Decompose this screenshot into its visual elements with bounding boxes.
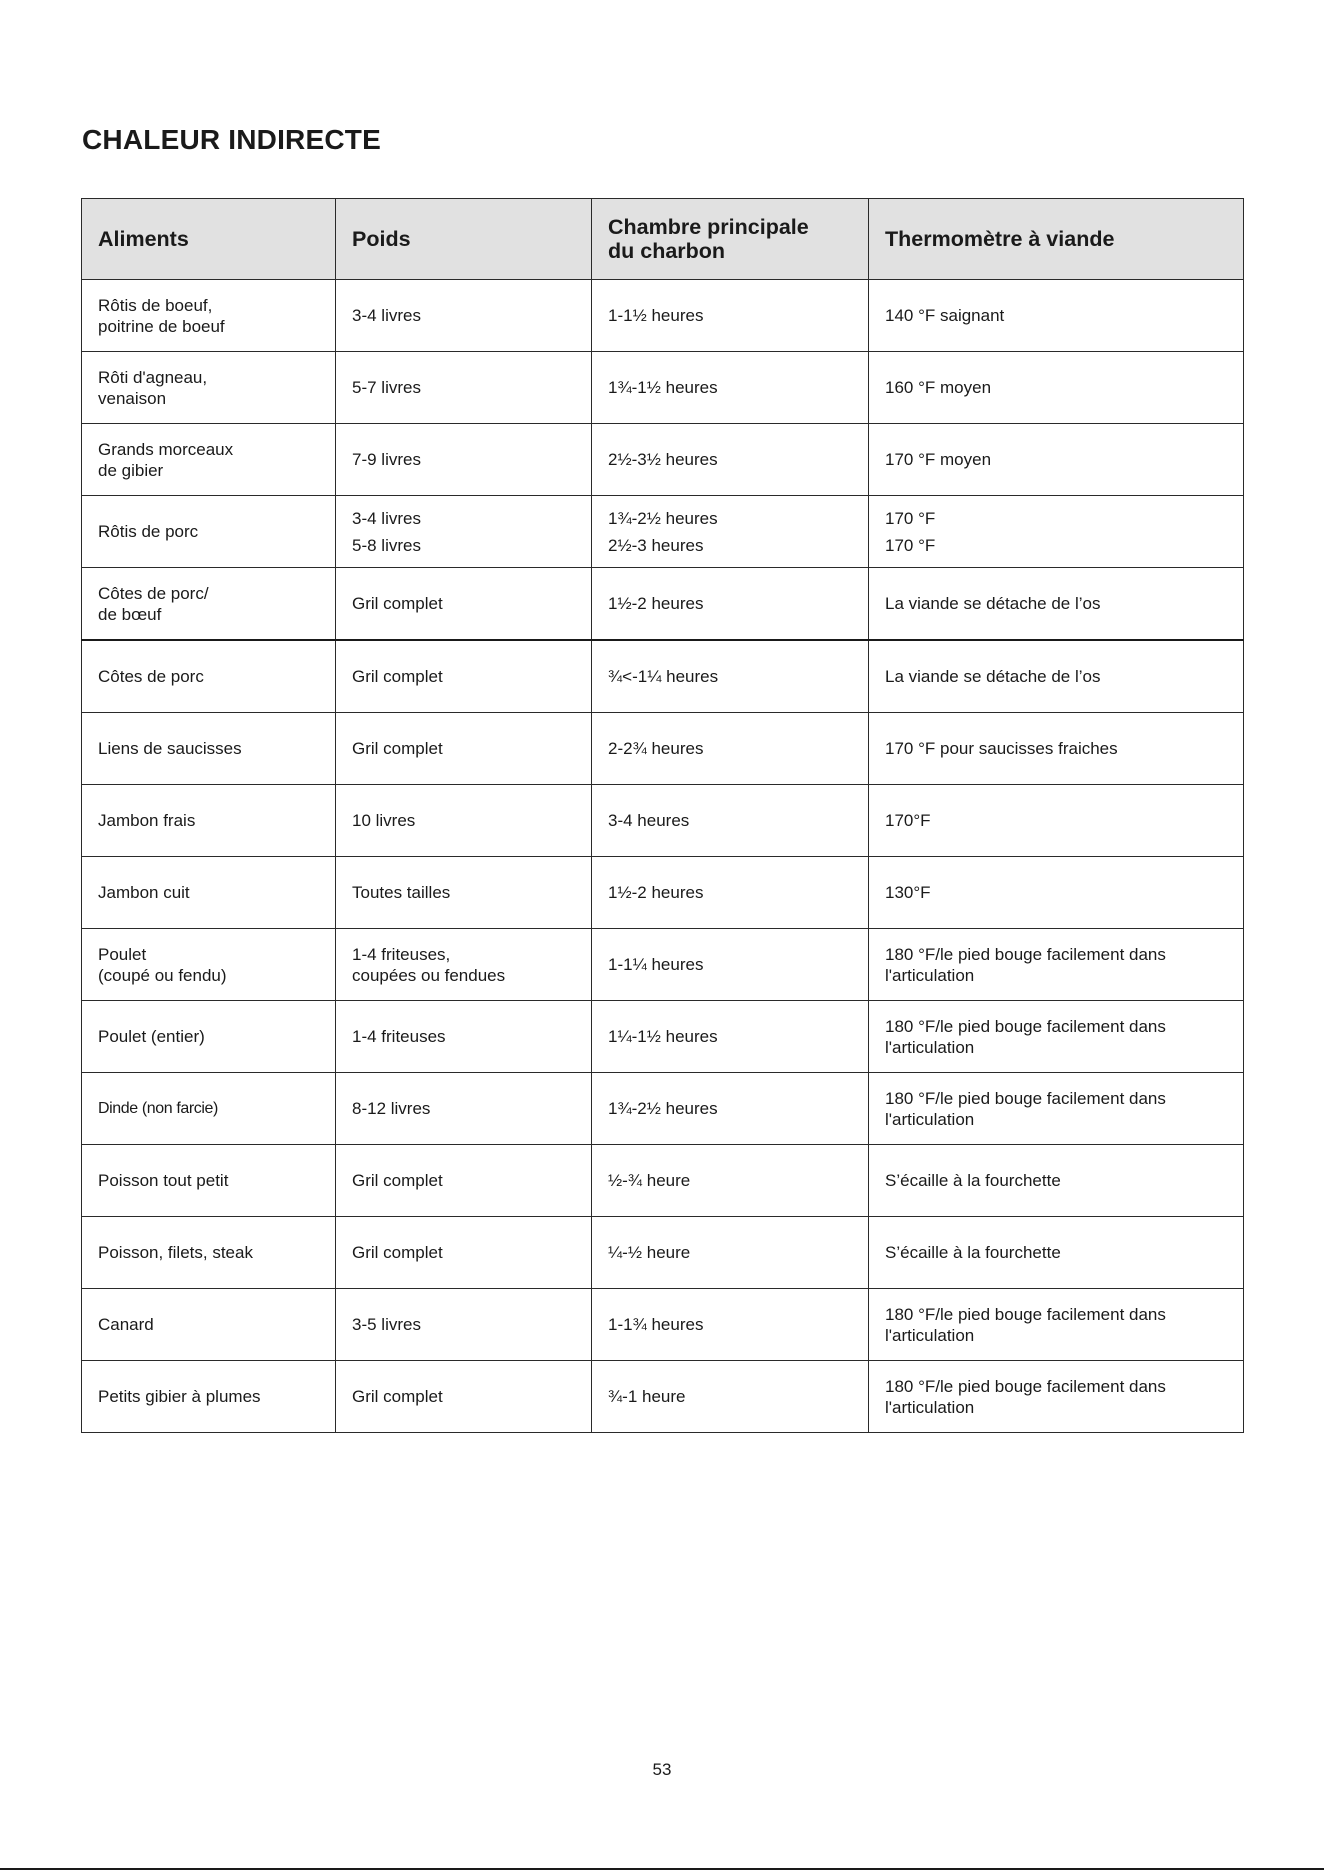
cell-poids: 1-4 friteuses — [336, 1001, 592, 1073]
cell-poids: Gril complet — [336, 568, 592, 641]
header-row — [82, 199, 1244, 280]
table-row — [82, 929, 1244, 1001]
cell-duree: 1¾-2½ heures 2½-3 heures — [592, 496, 869, 568]
header-chambre-charbon: Chambre principale du charbon — [592, 199, 869, 280]
cell-temperature: 130°F — [869, 857, 1244, 929]
table-row — [82, 713, 1244, 785]
cell-temperature: 180 °F/le pied bouge facilement dans l'articulation — [869, 1289, 1244, 1361]
cell-poids: 3-4 livres 5-8 livres — [336, 496, 592, 568]
cell-duree: 1-1½ heures — [592, 280, 869, 352]
cell-poids: 1-4 friteuses, coupées ou fendues — [336, 929, 592, 1001]
cell-duree: ½-¾ heure — [592, 1145, 869, 1217]
cell-duree: 3-4 heures — [592, 785, 869, 857]
page-title: CHALEUR INDIRECTE — [82, 124, 381, 155]
table-row — [82, 1361, 1244, 1433]
cell-duree: 1½-2 heures — [592, 857, 869, 929]
cell-duree: ¼-½ heure — [592, 1217, 869, 1289]
cell-duree: 1¾-1½ heures — [592, 352, 869, 424]
cell-duree: 1¼-1½ heures — [592, 1001, 869, 1073]
cell-aliment: Rôti d'agneau, venaison — [82, 352, 336, 424]
table-row — [82, 280, 1244, 352]
cell-temperature: 180 °F/le pied bouge facilement dans l'articulation — [869, 929, 1244, 1001]
bottom-rule — [0, 1868, 1324, 1870]
cell-aliment: Dinde (non farcie) — [82, 1073, 336, 1145]
cell-temperature: La viande se détache de l’os — [869, 640, 1244, 713]
cell-aliment: Liens de saucisses — [82, 713, 336, 785]
cell-poids: Gril complet — [336, 713, 592, 785]
cell-duree: 1¾-2½ heures — [592, 1073, 869, 1145]
cell-temperature: 180 °F/le pied bouge facilement dans l'articulation — [869, 1001, 1244, 1073]
cell-poids: 3-4 livres — [336, 280, 592, 352]
table-row — [82, 857, 1244, 929]
cell-temperature: 170 °F pour saucisses fraiches — [869, 713, 1244, 785]
table-row — [82, 1001, 1244, 1073]
cell-temperature: 140 °F saignant — [869, 280, 1244, 352]
cell-temperature: S’écaille à la fourchette — [869, 1145, 1244, 1217]
cell-poids: Gril complet — [336, 1217, 592, 1289]
table-row — [82, 1289, 1244, 1361]
cell-poids: 5-7 livres — [336, 352, 592, 424]
cell-duree: ¾-1 heure — [592, 1361, 869, 1433]
table-body — [82, 280, 1244, 1433]
cell-poids: Toutes tailles — [336, 857, 592, 929]
cell-aliment: Rôtis de boeuf, poitrine de boeuf — [82, 280, 336, 352]
table-row — [82, 785, 1244, 857]
cell-duree: 1½-2 heures — [592, 568, 869, 641]
cell-aliment: Rôtis de porc — [82, 496, 336, 568]
cell-duree: 1-1¼ heures — [592, 929, 869, 1001]
table-row — [82, 496, 1244, 568]
cell-temperature: 170 °F 170 °F — [869, 496, 1244, 568]
cell-temperature: 180 °F/le pied bouge facilement dans l'articulation — [869, 1073, 1244, 1145]
cell-duree: 2-2¾ heures — [592, 713, 869, 785]
table-row — [82, 1145, 1244, 1217]
cell-temperature: 170°F — [869, 785, 1244, 857]
header-aliments: Aliments — [82, 199, 336, 280]
header-thermometre: Thermomètre à viande — [869, 199, 1244, 280]
cell-duree: 2½-3½ heures — [592, 424, 869, 496]
cell-poids: Gril complet — [336, 640, 592, 713]
cell-aliment: Poisson tout petit — [82, 1145, 336, 1217]
cell-poids: 8-12 livres — [336, 1073, 592, 1145]
table-row — [82, 352, 1244, 424]
header-poids: Poids — [336, 199, 592, 280]
cell-aliment: Côtes de porc — [82, 640, 336, 713]
cell-aliment: Côtes de porc/ de bœuf — [82, 568, 336, 641]
cell-aliment: Canard — [82, 1289, 336, 1361]
table-header — [82, 199, 1244, 280]
cell-duree: 1-1¾ heures — [592, 1289, 869, 1361]
cell-temperature: 170 °F moyen — [869, 424, 1244, 496]
cell-duree: ¾<-1¼ heures — [592, 640, 869, 713]
cell-temperature: S’écaille à la fourchette — [869, 1217, 1244, 1289]
cooking-table — [81, 198, 1244, 1433]
cell-poids: 7-9 livres — [336, 424, 592, 496]
table-row — [82, 1217, 1244, 1289]
cell-temperature: 160 °F moyen — [869, 352, 1244, 424]
cell-aliment: Poulet (coupé ou fendu) — [82, 929, 336, 1001]
cell-aliment: Petits gibier à plumes — [82, 1361, 336, 1433]
cell-poids: Gril complet — [336, 1361, 592, 1433]
cell-aliment: Poisson, filets, steak — [82, 1217, 336, 1289]
cell-aliment: Jambon cuit — [82, 857, 336, 929]
table-row — [82, 640, 1244, 713]
table-row — [82, 568, 1244, 641]
cell-temperature: 180 °F/le pied bouge facilement dans l'articulation — [869, 1361, 1244, 1433]
table-row — [82, 1073, 1244, 1145]
cell-poids: 10 livres — [336, 785, 592, 857]
cell-aliment: Poulet (entier) — [82, 1001, 336, 1073]
table-row — [82, 424, 1244, 496]
cell-poids: 3-5 livres — [336, 1289, 592, 1361]
cell-aliment: Grands morceaux de gibier — [82, 424, 336, 496]
cell-temperature: La viande se détache de l’os — [869, 568, 1244, 641]
page-number: 53 — [652, 1760, 672, 1779]
cell-poids: Gril complet — [336, 1145, 592, 1217]
cell-aliment: Jambon frais — [82, 785, 336, 857]
